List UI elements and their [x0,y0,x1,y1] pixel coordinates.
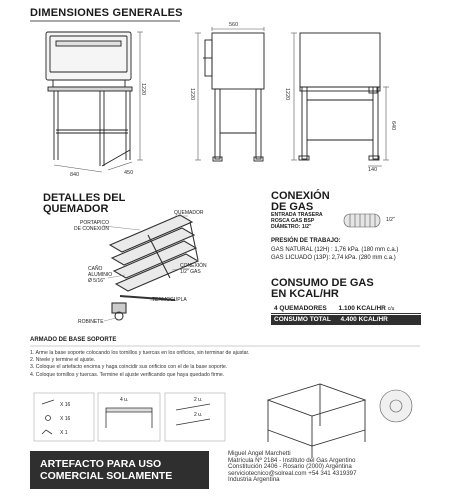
armado-title: ARMADO DE BASE SOPORTE [30,337,117,343]
label-portapico: PORTAPICO DE CONEXIÓN [74,220,110,232]
screws-qty: X 16 [60,402,71,408]
dim-side-top: 560 [229,22,239,28]
contact-line-1: Miguel Angel Marchetti [228,450,291,457]
nuts-qty: X 16 [60,416,71,422]
armado-step-1: 1. Arme la base soporte colocando los tornillos y tuercas en los orificios, sin terminar de ajustar. [30,350,250,356]
label-conexion: CONEXIÓN 1/2" GAS [180,263,207,275]
dim-side-height: 1220 [189,88,195,101]
commercial-use-banner [30,451,209,489]
frame-qty: 4 u. [120,397,129,403]
consumo-row2-label: CONSUMO TOTAL [274,316,331,323]
presion-licuado: GAS LICUADO (13P): 2,74 kPa. (280 mm c.a.) [271,255,396,261]
dim-front-width: 840 [70,172,80,178]
dim-height-total: 1220 [140,83,146,96]
burner-title-line2: QUEMADOR [43,203,109,215]
dim-foot-depth: 140 [368,167,378,173]
label-robinete: ROBINETE [78,319,104,325]
armado-step-2: 2. Nivele y termine el ajuste. [30,357,96,364]
contact-line-5: Industria Argentina [228,476,280,484]
gas-entrada-line2: ROSCA GAS BSP [271,218,315,225]
contact-line-4: serviciotecnico@solreal.com +54 341 4319397 [228,469,357,477]
gas-title-line1: CONEXIÓN [271,190,330,202]
gas-entrada-line1: ENTRADA TRASERA [271,212,323,218]
armado-step-3: 3. Coloque el artefacto encima y haga coincidir sus orificios con el de la base soporte. [30,364,228,371]
presion-natural: GAS NATURAL (12H) : 1,76 kPa. (180 mm c.a.) [271,247,399,253]
contact-line-3: Constitución 2406 - Rosario (2000) Argentina [228,463,352,471]
base-assembly-drawing [268,384,365,458]
contact-info [228,451,428,484]
label-termocupla: TERMOCUPLA [152,297,187,303]
banner-line1: ARTEFACTO PARA USO [40,458,162,470]
bars-qty-2: 2 u. [194,412,203,418]
burner-title-line1: DETALLES DEL [43,192,126,204]
presion-title: PRESIÓN DE TRABAJO: [271,238,341,244]
gas-entrada-line3: DIÁMETRO: 1/2" [271,224,312,231]
consumo-title-line1: CONSUMO DE GAS [271,277,374,289]
consumo-row1-label: 4 QUEMADORES [274,305,327,312]
consumo-row1-unit: c/u [387,306,395,312]
label-cano: CAÑO ALUMINIO Ø 5/16" [88,266,113,284]
armado-step-4: 4. Coloque tornillos y tuercas. Termine el ajuste verificando que haya quedado firme. [30,371,225,378]
consumo-row2-value: 4.400 KCAL/HR [340,316,388,323]
gas-title-line2: DE GAS [271,201,314,213]
consumo-title-line2: EN KCAL/HR [271,288,339,300]
contact-line-2: Matrícula Nº 2184 - Instituto del Gas Argentino [228,456,356,464]
page-title: DIMENSIONES GENERALES [30,7,183,19]
dim-depth: 450 [124,170,134,176]
banner-line2: COMERCIAL SOLAMENTE [40,470,173,482]
dim-lower-height: 640 [390,121,396,131]
consumo-row1-value: 1.100 KCAL/HR [338,305,386,312]
key-qty: X 1 [60,430,68,436]
gas-pipe-label: 1/2" [386,217,395,223]
bars-qty-1: 2 u. [194,397,203,403]
label-quemador: QUEMADOR [174,210,204,216]
dim-back-height: 1220 [284,88,290,101]
